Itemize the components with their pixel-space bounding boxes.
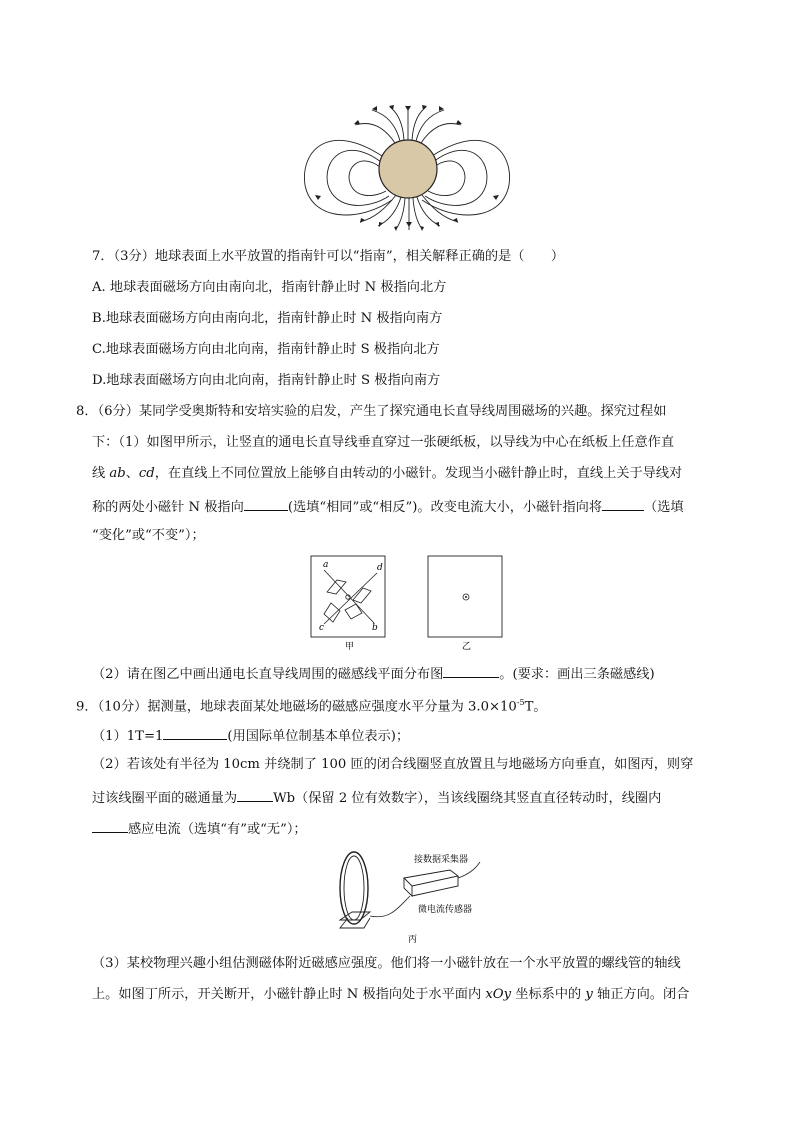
q8-line-2: 下：（1）如图甲所示，让竖直的通电长直导线垂直穿过一张硬纸板，以导线为中心在纸板上任意作直 <box>92 435 675 450</box>
q8-line-5: “变化”或“不变”）； <box>92 528 205 543</box>
figure-bing-caption: 丙 <box>408 935 418 945</box>
q7-option-b: B.地球表面磁场方向由南向北，指南针静止时 N 极指向南方 <box>92 311 443 326</box>
label-data-collector: 接数据采集器 <box>414 855 469 865</box>
answer-blank[interactable] <box>602 496 644 511</box>
label-micro-current-sensor: 微电流传感器 <box>418 905 473 915</box>
answer-blank[interactable] <box>237 787 273 802</box>
figure-yi <box>428 556 528 651</box>
figure-yi-caption: 乙 <box>462 642 472 652</box>
q7-option-c: C.地球表面磁场方向由北向南，指南针静止时 S 极指向北方 <box>92 342 440 357</box>
q9-line-4: 过该线圈平面的磁通量为 Wb（保留 2 位有效数字），当该线圈绕其竖直直径转动时，线圈内 <box>92 787 661 808</box>
answer-blank[interactable] <box>244 496 288 511</box>
q9-line-5: 感应电流（选填“有”或“无”）； <box>92 818 307 839</box>
earth-globe <box>379 140 437 198</box>
q7-option-d: D.地球表面磁场方向由北向南，指南针静止时 S 极指向南方 <box>92 373 441 388</box>
q9-line-7: 上。如图丁所示，开关断开，小磁针静止时 N 极指向处于水平面内 xOy 坐标系中的 y 轴正方向。闭合 <box>92 987 690 1002</box>
earth-field-figure <box>0 0 794 240</box>
q9-line-6: （3）某校物理兴趣小组估测磁体附近磁感应强度。他们将一小磁针放在一个水平放置的螺线管的轴线 <box>92 956 681 971</box>
answer-blank[interactable] <box>92 818 128 833</box>
label-c: c <box>319 623 325 633</box>
label-a: a <box>323 560 329 570</box>
figure-jia-caption: 甲 <box>345 642 355 652</box>
answer-blank[interactable] <box>443 663 499 678</box>
figure-bing <box>330 848 500 948</box>
label-b: b <box>372 623 378 633</box>
q8-line-1: 8．（6分）某同学受奥斯特和安培实验的启发，产生了探究通电长直导线周围磁场的兴趣。探究过程如 <box>76 404 667 419</box>
q8-line-4: 称的两处小磁针 N 极指向 (选填“相同”或“相反”)。改变电流大小，小磁针指向将 （选填 <box>92 496 684 517</box>
q9-line-1: 9．（10分）据测量，地球表面某处地磁场的磁感应强度水平分量为 $3.0\times 10^{-5}T$。 <box>76 698 547 715</box>
q9-line-2: （1）1T=1 (用国际单位制基本单位表示)； <box>92 725 409 746</box>
q7-option-a: A. 地球表面磁场方向由南向北，指南针静止时 N 极指向北方 <box>92 280 447 295</box>
q8-line-6: （2）请在图乙中画出通电长直导线周围的磁感线平面分布图 。(要求：画出三条磁感线) <box>92 663 655 684</box>
figure-jia <box>311 556 411 651</box>
answer-blank[interactable] <box>163 725 227 740</box>
q8-line-3: 线 ab、cd，在直线上不同位置放上能够自由转动的小磁针。发现当小磁针静止时，直线上关于导线对 <box>92 466 683 481</box>
q7-stem: 7．（3分）地球表面上水平放置的指南针可以“指南”，相关解释正确的是（ ） <box>92 249 565 264</box>
q9-line-3: （2）若该处有半径为 10cm 并绕制了 100 匝的闭合线圈竖直放置且与地磁场方向垂直，如图丙，则穿 <box>92 757 694 772</box>
label-d: d <box>377 563 383 573</box>
